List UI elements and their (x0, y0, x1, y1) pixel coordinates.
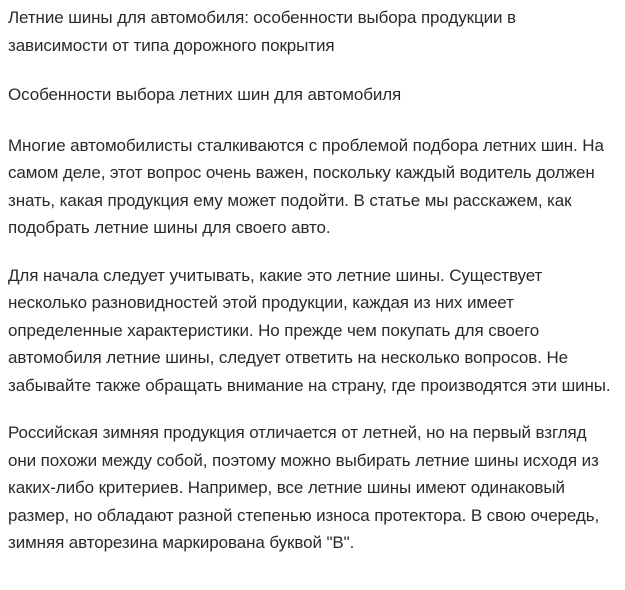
paragraph-intro: Многие автомобилисты сталкиваются с проблемой подбора летних шин. На самом деле, этот вопрос очень важен, поскольку каждый водитель должен знать, какая продукция ему может подойти. В статье мы расскажем, как подобрать летние шины для своего авто. (8, 135, 604, 237)
paragraph-comparison: Российская зимняя продукция отличается от летней, но на первый взгляд они похожи между собой, поэтому можно выбирать летние шины исходя из каких-либо критериев. Например, все летние шины имеют одинаковый размер, но обладают разной степенью износа протектора. В свою очередь, зимняя авторезина маркирована буквой "В". (8, 423, 600, 552)
article-title: Летние шины для автомобиля: особенности выбора продукции в зависимости от типа дорожного покрытия (8, 8, 516, 55)
paragraph-types: Для начала следует учитывать, какие это летние шины. Существует несколько разновидностей этой продукции, каждая из них имеет определенные характеристики. Но прежде чем покупать для своего автомобиля летние шины, следует ответить на несколько вопросов. Не забывайте также обращать внимание на страну, где производятся эти шины. (8, 265, 611, 395)
article-subtitle: Особенности выбора летних шин для автомобиля (8, 85, 402, 104)
